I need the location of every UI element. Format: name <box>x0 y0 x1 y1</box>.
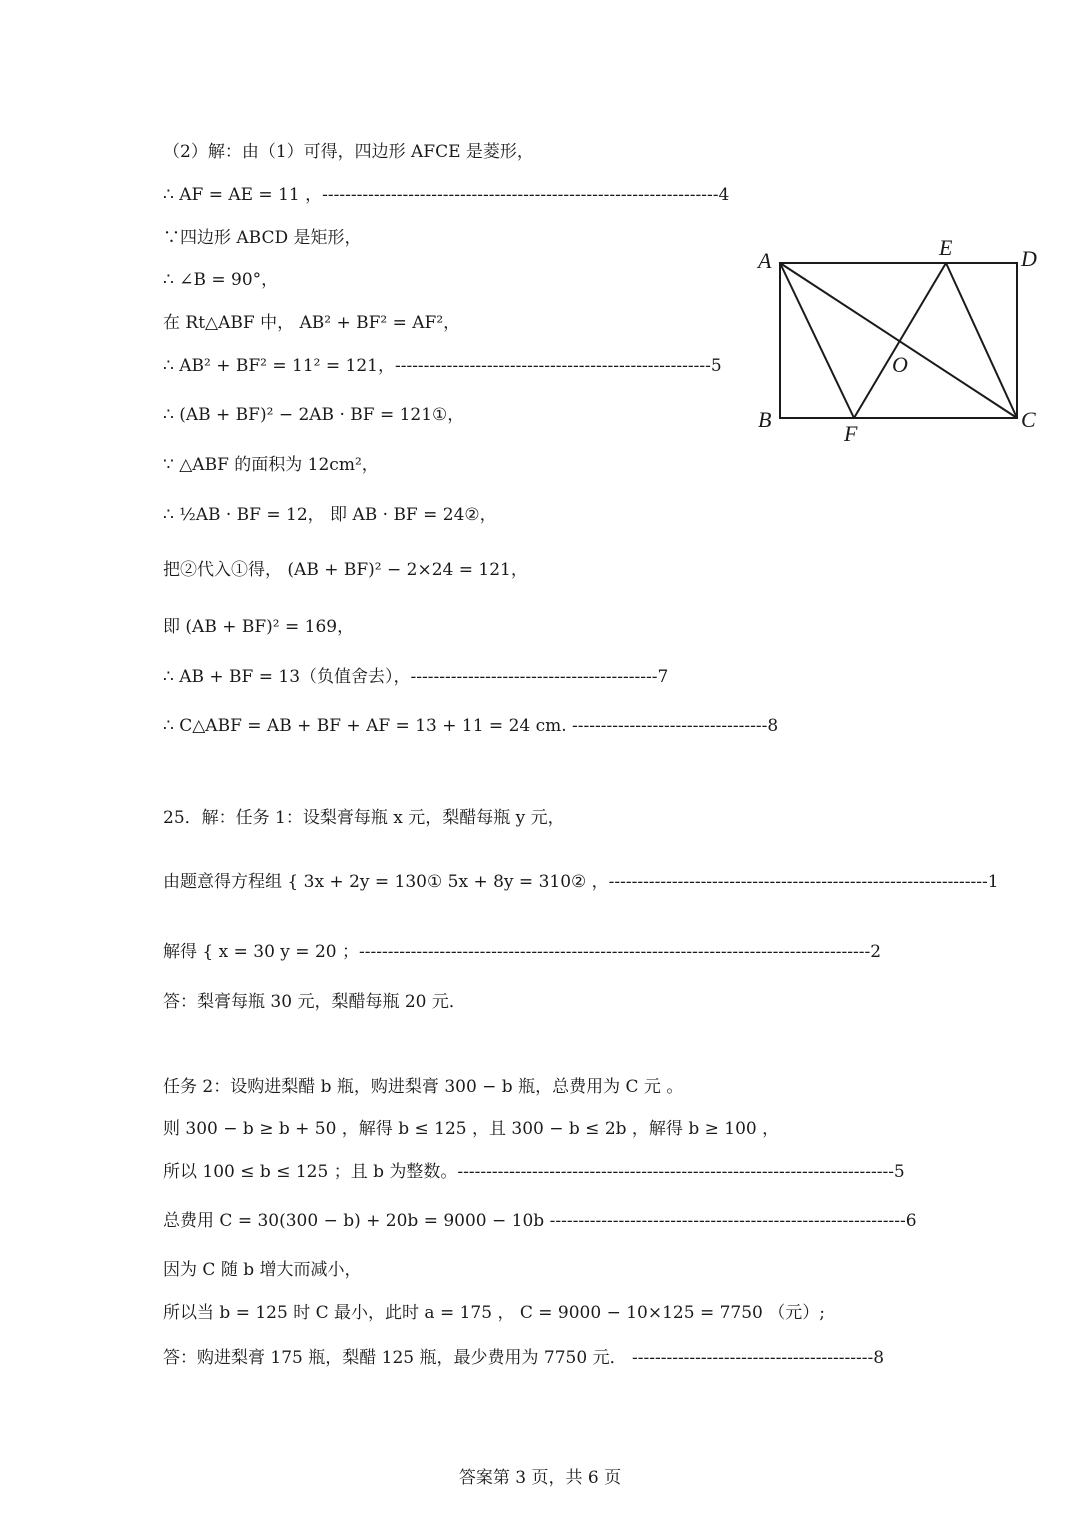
part2-line-10: 把②代入①得， (AB + BF)² − 2×24 = 121， <box>163 560 528 580</box>
part2-line-9: ∴ ½AB · BF = 12， 即 AB · BF = 24②， <box>163 505 497 525</box>
figure-svg <box>750 230 1050 450</box>
task2-line-1: 任务 2：设购进梨醋 b 瓶，购进梨膏 300 − b 瓶，总费用为 C 元 。 <box>163 1077 684 1097</box>
part2-line-6: ∴ AB² + BF² = 11² = 121，-------------------------------------------------------5 <box>163 356 722 376</box>
q25-line-2: 由题意得方程组 { 3x + 2y = 130① 5x + 8y = 310② ，------------------------------------------------------------------1 <box>163 872 999 892</box>
part2-line-11: 即 (AB + BF)² = 169， <box>163 617 355 637</box>
page-footer: 答案第 3 页，共 6 页 <box>458 1468 622 1488</box>
label-o: O <box>892 352 908 377</box>
part2-line-8: ∵ △ABF 的面积为 12cm²， <box>163 455 379 475</box>
label-c: C <box>1021 407 1036 432</box>
task2-line-3: 所以 100 ≤ b ≤ 125 ；且 b 为整数。----------------------------------------------------------------------------5 <box>163 1162 905 1182</box>
part2-line-13: ∴ C△ABF = AB + BF + AF = 13 + 11 = 24 cm. ----------------------------------8 <box>163 716 779 736</box>
label-d: D <box>1021 246 1037 271</box>
task2-line-2: 则 300 − b ≥ b + 50 ，解得 b ≤ 125 ，且 300 − b ≤ 2b ，解得 b ≥ 100 ， <box>163 1119 780 1139</box>
segment-fe <box>854 263 946 418</box>
part2-line-3: ∵四边形 ABCD 是矩形， <box>163 228 362 248</box>
task2-line-4: 总费用 C = 30(300 − b) + 20b = 9000 − 10b --------------------------------------------------------------6 <box>163 1211 917 1231</box>
label-e: E <box>939 235 953 260</box>
q25-line-3: 解得 { x = 30 y = 20 ；-----------------------------------------------------------------------------------------2 <box>163 942 882 962</box>
part2-line-5: 在 Rt△ABF 中， AB² + BF² = AF²， <box>163 313 461 333</box>
label-f: F <box>844 421 858 446</box>
task2-line-6: 所以当 b = 125 时 C 最小，此时 a = 175 ， C = 9000 − 10×125 = 7750 （元）; <box>163 1303 825 1323</box>
task2-line-5: 因为 C 随 b 增大而减小， <box>163 1260 362 1280</box>
part2-line-12: ∴ AB + BF = 13（负值舍去），-------------------------------------------7 <box>163 667 669 687</box>
task2-line-7: 答：购进梨膏 175 瓶，梨醋 125 瓶，最少费用为 7750 元． ------------------------------------------8 <box>163 1348 885 1368</box>
label-b: B <box>758 407 772 432</box>
part2-line-2: ∴ AF = AE = 11 ，---------------------------------------------------------------------4 <box>163 185 730 205</box>
rectangle-figure <box>750 230 1050 450</box>
q25-answer: 答：梨膏每瓶 30 元，梨醋每瓶 20 元． <box>163 992 466 1012</box>
label-a: A <box>758 248 772 273</box>
part2-line-1: （2）解：由（1）可得，四边形 AFCE 是菱形， <box>163 142 534 162</box>
part2-line-4: ∴ ∠B = 90°， <box>163 270 279 290</box>
q25-line-1: 25．解：任务 1：设梨膏每瓶 x 元，梨醋每瓶 y 元， <box>163 808 565 828</box>
part2-line-7: ∴ (AB + BF)² − 2AB · BF = 121①， <box>163 405 465 425</box>
